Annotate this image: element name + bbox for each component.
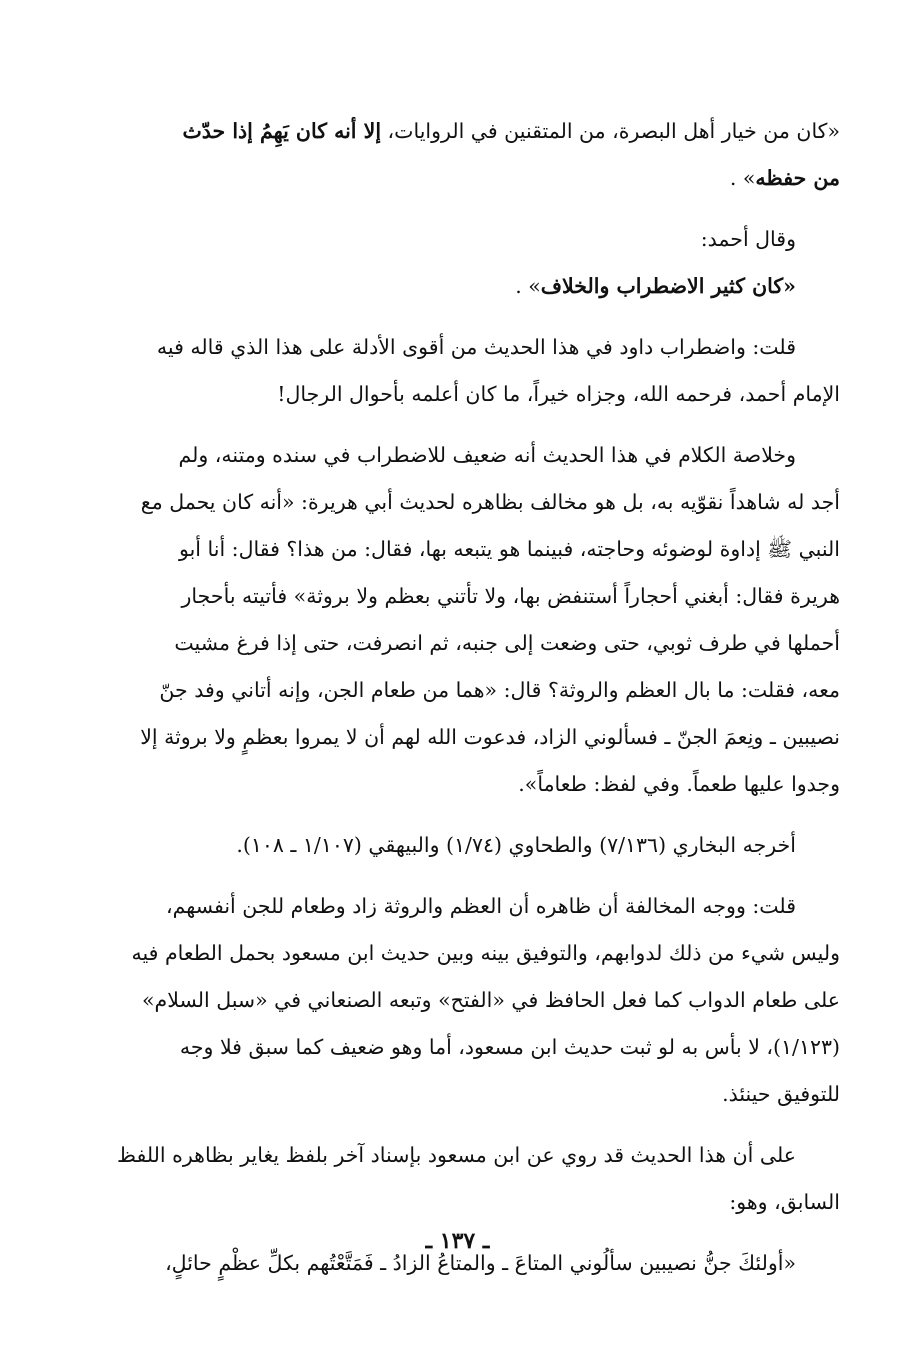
text-line: أجد له شاهداً نقوّيه به، بل هو مخالف بظاهره لحديث أبي هريرة: «أنه كان يحمل مع bbox=[140, 490, 840, 514]
text-line: وليس شيء من ذلك لدوابهم، والتوفيق بينه وبين حديث ابن مسعود بحمل الطعام فيه bbox=[131, 941, 840, 965]
text-line: معه، فقلت: ما بال العظم والروثة؟ قال: «هما من طعام الجن، وإنه أتاني وفد جنّ bbox=[159, 678, 840, 702]
text-line: أخرجه البخاري (٧/١٣٦) والطحاوي (١/٧٤) والبيهقي (١/١٠٧ ـ ١٠٨). bbox=[236, 833, 796, 857]
paragraph-summary bbox=[92, 432, 840, 808]
text-line: هريرة فقال: أبغني أحجاراً أستنفض بها، ولا تأتني بعظم ولا بروثة» فأتيته بأحجار bbox=[181, 584, 840, 608]
text-line: السابق، وهو: bbox=[729, 1190, 840, 1214]
text-line: وقال أحمد: bbox=[700, 227, 796, 251]
text-line: من حفظه» . bbox=[729, 166, 840, 190]
paragraph-ahmad bbox=[92, 216, 840, 310]
text-line: (١/١٢٣)، لا بأس به لو ثبت حديث ابن مسعود، أما وهو ضعيف كما سبق فلا وجه bbox=[179, 1035, 840, 1059]
paragraph-quote-1 bbox=[92, 108, 840, 202]
page-number: ـ ١٣٧ ـ bbox=[425, 1228, 490, 1254]
text-line: للتوفيق حينئذ. bbox=[722, 1082, 840, 1106]
text-line: نصيبين ـ ونِعمَ الجنّ ـ فسألوني الزاد، فدعوت الله لهم أن لا يمروا بعظمٍ ولا بروثة إلا bbox=[140, 725, 840, 749]
text-line: النبي ﷺ إداوة لوضوئه وحاجته، فبينما هو يتبعه بها، فقال: من هذا؟ فقال: أنا أبو bbox=[178, 537, 840, 561]
text-line: «كان كثير الاضطراب والخلاف» . bbox=[515, 274, 796, 298]
text-line: «أولئكَ جنُّ نصيبين سألُوني المتاعَ ـ والمتاعُ الزادُ ـ فَمَتَّعْتُهم بكلِّ عظْمٍ حائلٍ، bbox=[165, 1251, 796, 1275]
paragraph-other-chain bbox=[92, 1132, 840, 1226]
paragraph-comment-1 bbox=[92, 324, 840, 418]
text-line: وجدوا عليها طعماً. وفي لفظ: طعاماً». bbox=[518, 772, 840, 796]
paragraph-citation bbox=[92, 822, 840, 869]
text-line: قلت: واضطراب داود في هذا الحديث من أقوى الأدلة على هذا الذي قاله فيه bbox=[156, 335, 796, 359]
text-line: أحملها في طرف ثوبي، حتى وضعت إلى جنبه، ثم انصرفت، حتى إذا فرغ مشيت bbox=[174, 631, 840, 655]
text-line: وخلاصة الكلام في هذا الحديث أنه ضعيف للاضطراب في سنده ومتنه، ولم bbox=[178, 443, 796, 467]
text-line: قلت: ووجه المخالفة أن ظاهره أن العظم والروثة زاد وطعام للجن أنفسهم، bbox=[165, 894, 796, 918]
text-line: على أن هذا الحديث قد روي عن ابن مسعود بإسناد آخر بلفظ يغاير بظاهره اللفظ bbox=[117, 1143, 796, 1167]
text-line: الإمام أحمد، فرحمه الله، وجزاه خيراً، ما كان أعلمه بأحوال الرجال! bbox=[277, 382, 840, 406]
text-line: «كان من خيار أهل البصرة، من المتقنين في الروايات، إلا أنه كان يَهِمُ إذا حدّث bbox=[182, 119, 840, 143]
paragraph-comment-2 bbox=[92, 883, 840, 1118]
text-line: على طعام الدواب كما فعل الحافظ في «الفتح» وتبعه الصنعاني في «سبل السلام» bbox=[141, 988, 840, 1012]
page-body bbox=[92, 108, 840, 1301]
